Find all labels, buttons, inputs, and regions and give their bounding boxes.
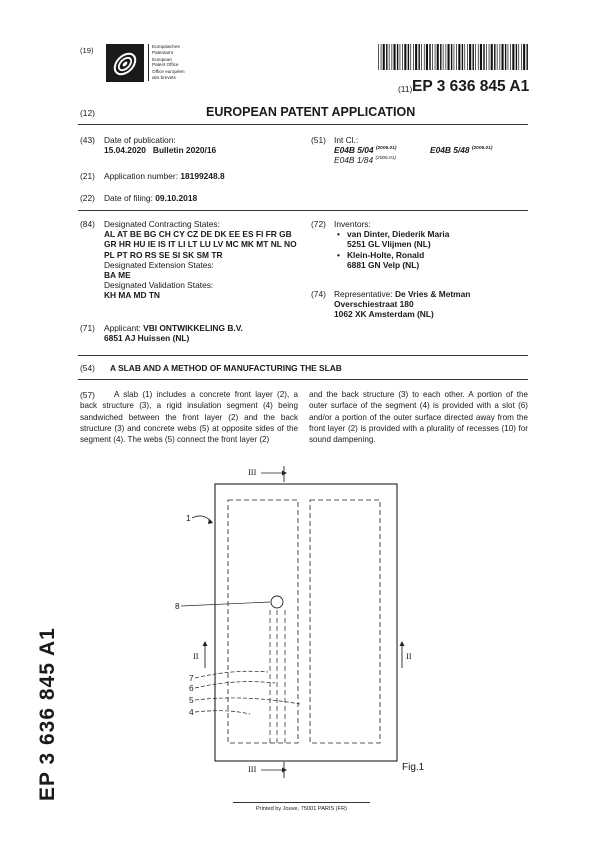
inventor-name: van Dinter, Diederik Maria	[347, 229, 450, 240]
leader-4	[195, 711, 250, 714]
printer-note: Printed by Jouve, 75001 PARIS (FR)	[256, 806, 347, 812]
field-12: (12)	[80, 108, 95, 118]
leader-6	[195, 682, 275, 688]
insulation-segment-right	[310, 500, 380, 743]
arrowhead	[282, 471, 287, 476]
ext-states-value: BA ME	[104, 270, 131, 281]
inventors-label: Inventors:	[334, 219, 371, 229]
ext-states-label: Designated Extension States:	[104, 259, 214, 270]
field-19: (19)	[80, 46, 94, 55]
abstract-right: and the back structure (3) to each other. A portion of the outer surface of the segment (4) is provided with a slot (6) and/or a portion of the outer surface directed away from the front layer (2) is provided with a plurality of recesses (10) for sound dampening.	[309, 390, 528, 445]
field-57: (57)	[80, 390, 95, 400]
ref-6: 6	[189, 683, 194, 693]
arrowhead	[400, 641, 405, 646]
rep-address: Overschiestraat 180	[334, 299, 414, 310]
insulation-segment-left	[228, 500, 298, 743]
rep-label: Representative:	[334, 289, 393, 299]
ipc-code: E04B 5/48	[430, 145, 470, 155]
office-name-line: Office européen	[152, 69, 185, 75]
ipc-version: (2006.01)	[375, 156, 396, 162]
applicant-address: 6851 AJ Huissen (NL)	[104, 333, 190, 344]
ref-5: 5	[189, 695, 194, 705]
field-51: (51)	[311, 135, 326, 145]
leader-5	[195, 698, 300, 704]
slab-outline	[215, 484, 397, 761]
val-states-value: KH MA MD TN	[104, 290, 160, 301]
office-name-line: Patentamt	[152, 49, 173, 55]
states-line: GR HR HU IE IS IT LI LT LU LV MC MK MT NL NO	[104, 239, 297, 250]
office-name-line: des brevets	[152, 74, 176, 80]
inventor-address: 6881 GN Velp (NL)	[347, 259, 420, 270]
ref-8: 8	[175, 601, 180, 611]
int-cl-label: Int Cl.:	[334, 135, 359, 145]
ref-1: 1	[186, 513, 191, 523]
office-name-line: Europäisches	[152, 44, 180, 49]
publication-number: EP 3 636 845 A1	[412, 78, 530, 95]
field-21: (21)	[80, 171, 95, 181]
field-74: (74)	[311, 289, 326, 299]
applicant-label: Applicant:	[104, 323, 141, 333]
ref-7: 7	[189, 673, 194, 683]
pub-date-label: Date of publication:	[104, 135, 176, 145]
ipc-version: (2006.01)	[375, 146, 397, 152]
states-label: Designated Contracting States:	[104, 219, 220, 229]
inventor-address: 5251 GL Vlijmen (NL)	[347, 239, 431, 250]
field-54: (54)	[80, 363, 95, 373]
states-line: PL PT RO RS SE SI SK SM TR	[104, 249, 223, 260]
footer-rule	[233, 802, 370, 803]
app-no-label: Application number:	[104, 171, 179, 181]
inventor-name: Klein-Holte, Ronald	[347, 249, 425, 260]
rep-name: De Vries & Metman	[395, 289, 471, 299]
office-name-line: European	[152, 56, 172, 62]
abstract-left: A slab (1) includes a concrete front layer (2), a back structure (3), a rigid insulation segment (4) being sandwiched between the front layer (2) and the back structure (3) and concrete webs (5) at opposite sides of the segment (4). The webs (5) connect the front layer (2)	[80, 390, 298, 445]
bullet: •	[337, 249, 340, 260]
office-name-line: Patent Office	[152, 62, 179, 68]
leader-7	[195, 671, 268, 678]
vertical-publication-number: EP 3 636 845 A1	[36, 627, 59, 801]
ipc-version: (2006.01)	[471, 146, 493, 152]
field-43: (43)	[80, 135, 95, 145]
ref-4: 4	[189, 707, 194, 717]
app-no-value: 18199248.8	[180, 171, 225, 181]
patent-title: A SLAB AND A METHOD OF MANUFACTURING THE SLAB	[110, 363, 342, 373]
applicant-name: VBI ONTWIKKELING B.V.	[143, 323, 243, 333]
bullet: •	[337, 229, 340, 240]
arrowhead	[282, 768, 287, 773]
label-III-top: III	[248, 468, 257, 477]
filing-value: 09.10.2018	[155, 193, 198, 203]
ipc-code: E04B 1/84	[334, 155, 374, 165]
field-11: (11)	[398, 84, 413, 94]
field-84: (84)	[80, 219, 95, 229]
figure-caption: Fig.1	[402, 762, 425, 773]
label-II-left: II	[193, 652, 199, 661]
field-22: (22)	[80, 193, 95, 203]
label-II-right: II	[406, 652, 412, 661]
val-states-label: Designated Validation States:	[104, 280, 214, 291]
arrowhead	[203, 641, 208, 646]
rep-address: 1062 XK Amsterdam (NL)	[334, 309, 434, 320]
field-71: (71)	[80, 323, 95, 333]
field-72: (72)	[311, 219, 326, 229]
ipc-code: E04B 5/04	[334, 145, 374, 155]
document-type: EUROPEAN PATENT APPLICATION	[206, 105, 416, 119]
filing-label: Date of filing:	[104, 193, 153, 203]
detail-circle	[271, 596, 283, 608]
label-III-bottom: III	[248, 765, 257, 774]
states-line: AL AT BE BG CH CY CZ DE DK EE ES FI FR GB	[104, 229, 292, 240]
pub-date-value: 15.04.2020 Bulletin 2020/16	[104, 145, 217, 155]
leader-8	[181, 602, 270, 606]
